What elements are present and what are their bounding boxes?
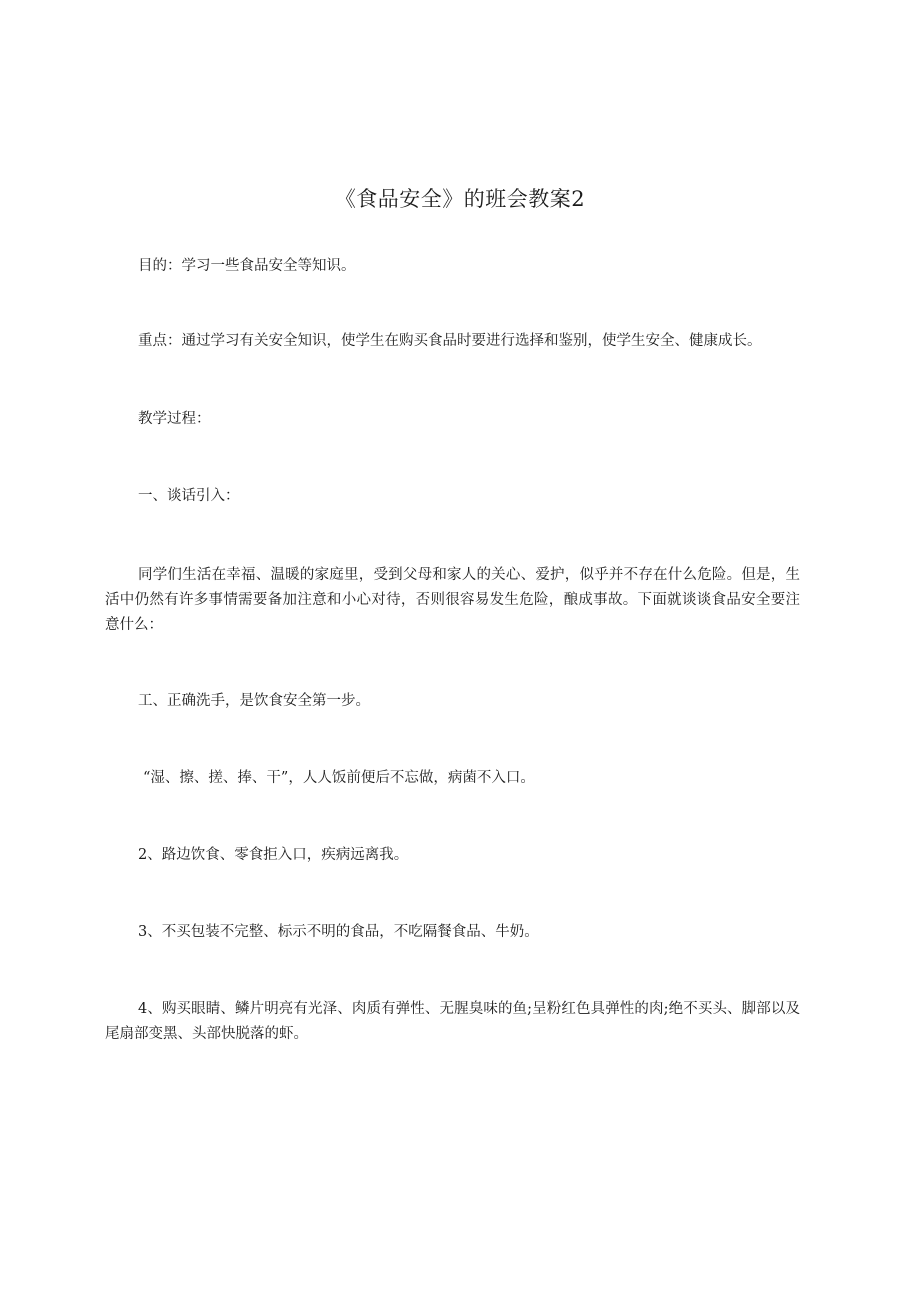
paragraph-process-heading: 教学过程： (138, 411, 211, 427)
paragraph-section-one-heading: 一、谈话引入： (138, 488, 240, 504)
paragraph-item-1: 工、正确洗手，是饮食安全第一步。 (138, 693, 370, 709)
paragraph-key-points: 重点：通过学习有关安全知识，使学生在购买食品时要进行选择和鉴别，使学生安全、健康成长。 (138, 333, 762, 349)
paragraph-introduction: 同学们生活在幸福、温暖的家庭里，受到父母和家人的关心、爱护，似乎并不存在什么危险。但是，生活中仍然有许多事情需要备加注意和小心对待，否则很容易发生危险，酿成事故。下面就谈谈食品安全要注意什么： (105, 567, 800, 633)
paragraph-purpose: 目的：学习一些食品安全等知识。 (138, 258, 356, 274)
document-title: 《食品安全》的班会教案2 (334, 187, 586, 211)
paragraph-item-4: 4、购买眼睛、鳞片明亮有光泽、肉质有弹性、无腥臭味的鱼;呈粉红色具弹性的肉;绝不买头、脚部以及尾扇部变黑、头部快脱落的虾。 (105, 1001, 800, 1042)
paragraph-item-2: 2、路边饮食、零食拒入口，疾病远离我。 (138, 847, 409, 863)
paragraph-item-3: 3、不买包装不完整、标示不明的食品，不吃隔餐食品、牛奶。 (138, 924, 539, 940)
paragraph-handwashing-steps: “湿、擦、搓、捧、干”，人人饭前便后不忘做，病菌不入口。 (143, 770, 535, 786)
